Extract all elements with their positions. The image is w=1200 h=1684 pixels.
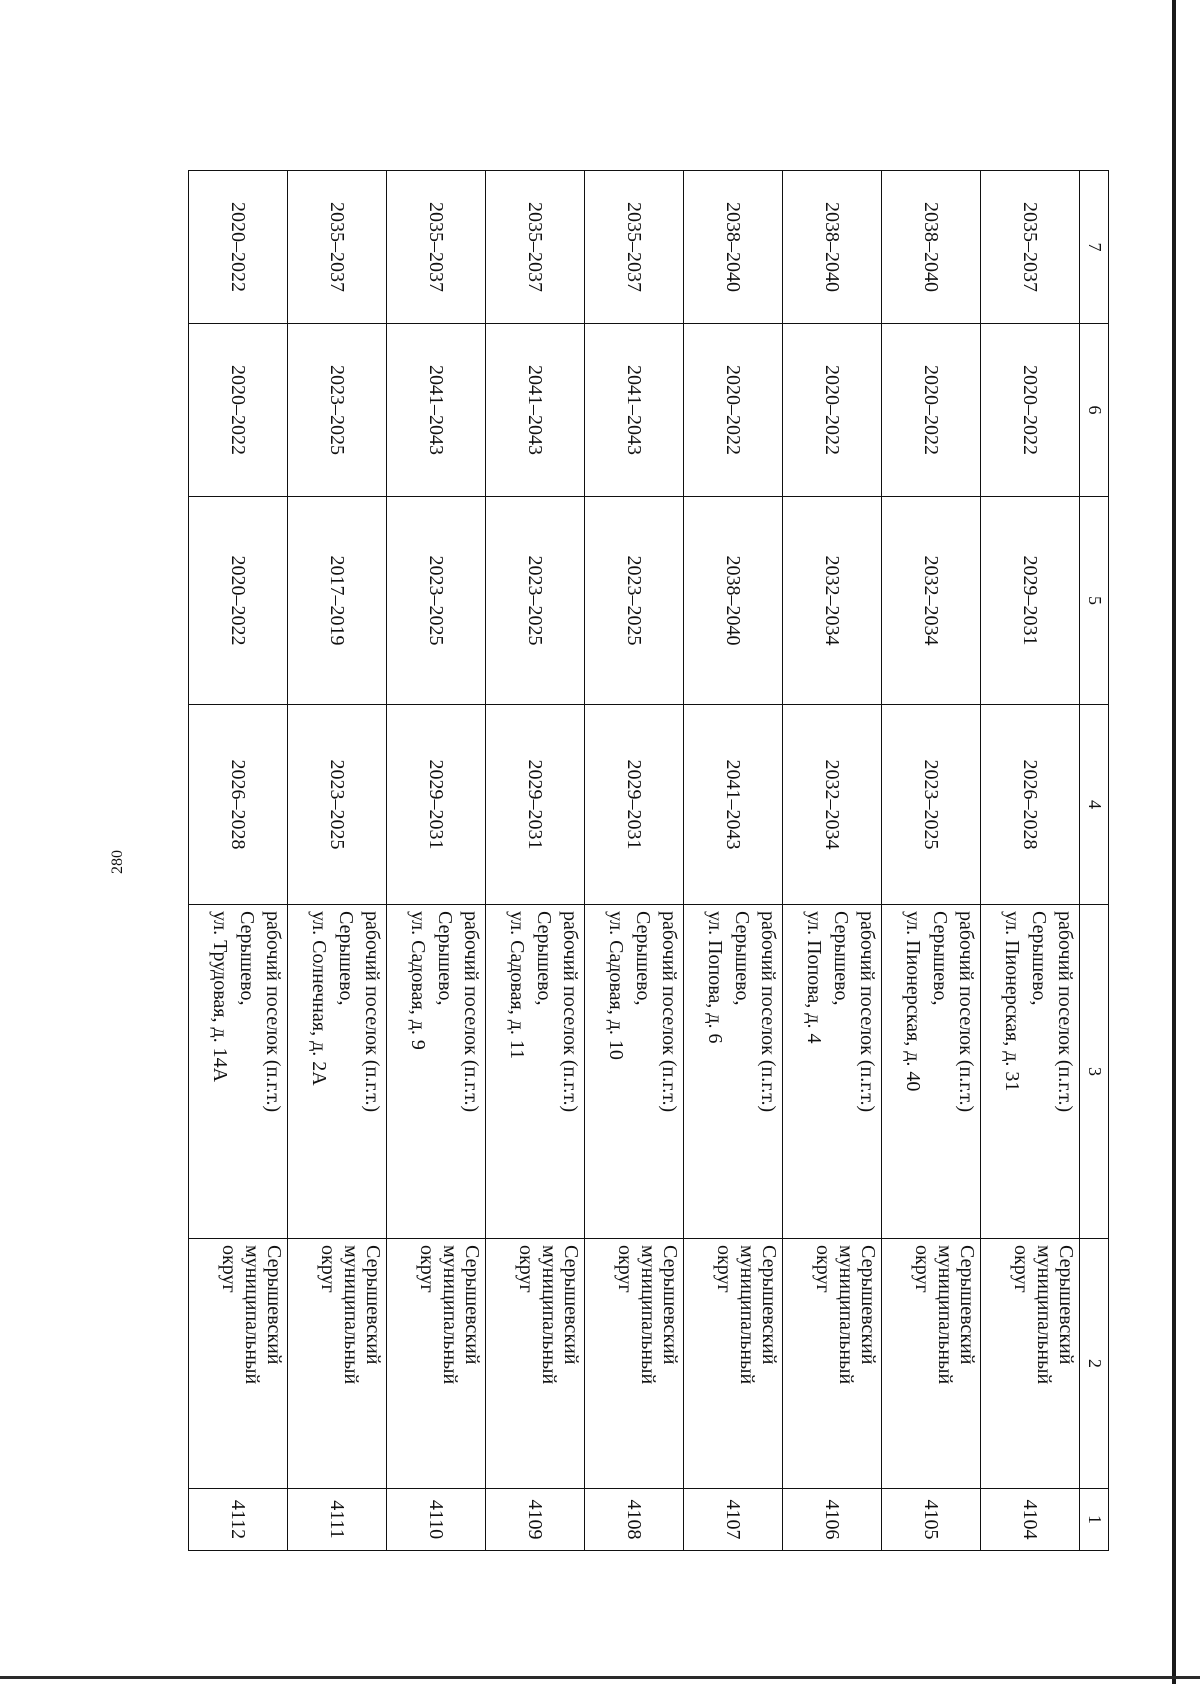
row-number-cell: 4106	[783, 1489, 882, 1551]
scan-border-bottom	[0, 1676, 1200, 1679]
municipality-line: Серышевский	[758, 1245, 780, 1365]
municipality-line: Серышевский	[1055, 1245, 1077, 1365]
row-number-cell: 4108	[585, 1489, 684, 1551]
address-cell	[882, 905, 981, 1239]
municipality-cell	[189, 1239, 288, 1489]
municipality-line: муниципальный	[240, 1245, 263, 1385]
period-5-cell: 2023–2025	[387, 497, 486, 705]
address-line: рабочий поселок (п.г.т.)	[559, 911, 581, 1113]
end-period-cell: 2038–2040	[684, 171, 783, 324]
address-line: рабочий поселок (п.г.т.)	[955, 911, 977, 1113]
municipality-line: муниципальный	[537, 1245, 560, 1385]
table-row	[882, 171, 981, 1551]
table-body	[189, 171, 1080, 1551]
period-4-cell: 2026–2028	[189, 705, 288, 905]
page-number: 280	[109, 850, 126, 874]
period-4-cell: 2032–2034	[783, 705, 882, 905]
period-4-cell: 2023–2025	[288, 705, 387, 905]
table-header	[1080, 171, 1109, 1551]
period-4-cell: 2029–2031	[585, 705, 684, 905]
municipality-line: округ	[614, 1245, 637, 1293]
end-period-cell: 2038–2040	[783, 171, 882, 324]
table-row	[684, 171, 783, 1551]
municipality-line: округ	[218, 1245, 241, 1293]
municipality-cell	[585, 1239, 684, 1489]
address-line: Серышево,	[631, 911, 654, 1006]
municipality-line: муниципальный	[438, 1245, 461, 1385]
table-row	[486, 171, 585, 1551]
table-row	[387, 171, 486, 1551]
municipality-line: округ	[416, 1245, 439, 1293]
period-4-cell: 2041–2043	[684, 705, 783, 905]
period-5-cell: 2032–2034	[882, 497, 981, 705]
end-period-cell: 2035–2037	[486, 171, 585, 324]
municipality-line: Серышевский	[263, 1245, 285, 1365]
municipality-line: округ	[1010, 1245, 1033, 1293]
address-line: ул. Садовая, д. 9	[407, 911, 430, 1050]
municipality-line: муниципальный	[933, 1245, 956, 1385]
period-5-cell: 2032–2034	[783, 497, 882, 705]
address-line: Серышево,	[730, 911, 753, 1006]
municipality-cell	[684, 1239, 783, 1489]
table-row	[288, 171, 387, 1551]
period-6-cell: 2023–2025	[288, 324, 387, 497]
municipality-cell	[288, 1239, 387, 1489]
address-line: ул. Попова, д. 6	[704, 911, 727, 1044]
period-6-cell: 2041–2043	[387, 324, 486, 497]
address-cell	[783, 905, 882, 1239]
header-col-2: 2	[1080, 1239, 1109, 1489]
municipality-line: Серышевский	[461, 1245, 483, 1365]
table-row	[189, 171, 288, 1551]
period-4-cell: 2026–2028	[981, 705, 1080, 905]
address-line: рабочий поселок (п.г.т.)	[757, 911, 779, 1113]
address-cell	[288, 905, 387, 1239]
header-col-4: 4	[1080, 705, 1109, 905]
table-row	[585, 171, 684, 1551]
header-col-7: 7	[1080, 171, 1109, 324]
address-line: Серышево,	[1027, 911, 1050, 1006]
row-number-cell: 4110	[387, 1489, 486, 1551]
row-number-cell: 4112	[189, 1489, 288, 1551]
address-line: рабочий поселок (п.г.т.)	[1054, 911, 1076, 1113]
municipality-line: округ	[515, 1245, 538, 1293]
header-col-6: 6	[1080, 324, 1109, 497]
municipality-line: Серышевский	[659, 1245, 681, 1365]
end-period-cell: 2035–2037	[387, 171, 486, 324]
end-period-cell: 2038–2040	[882, 171, 981, 324]
address-line: ул. Трудовая, д. 14А	[209, 911, 232, 1083]
period-6-cell: 2020–2022	[882, 324, 981, 497]
address-cell	[486, 905, 585, 1239]
municipality-line: округ	[713, 1245, 736, 1293]
municipality-line: муниципальный	[1032, 1245, 1055, 1385]
municipality-line: муниципальный	[735, 1245, 758, 1385]
period-6-cell: 2041–2043	[585, 324, 684, 497]
header-col-3: 3	[1080, 905, 1109, 1239]
municipality-line: Серышевский	[857, 1245, 879, 1365]
address-line: ул. Солнечная, д. 2А	[308, 911, 331, 1086]
scan-border-right	[1172, 0, 1176, 1684]
period-5-cell: 2029–2031	[981, 497, 1080, 705]
address-line: Серышево,	[532, 911, 555, 1006]
period-6-cell: 2041–2043	[486, 324, 585, 497]
municipality-line: округ	[317, 1245, 340, 1293]
address-line: рабочий поселок (п.г.т.)	[856, 911, 878, 1113]
municipality-line: Серышевский	[362, 1245, 384, 1365]
header-row	[1080, 171, 1109, 1551]
address-cell	[585, 905, 684, 1239]
period-5-cell: 2023–2025	[585, 497, 684, 705]
municipality-line: Серышевский	[560, 1245, 582, 1365]
address-line: ул. Садовая, д. 10	[605, 911, 628, 1060]
table-row	[783, 171, 882, 1551]
period-6-cell: 2020–2022	[684, 324, 783, 497]
address-line: Серышево,	[235, 911, 258, 1006]
address-line: ул. Пионерская, д. 31	[1001, 911, 1024, 1092]
row-number-cell: 4109	[486, 1489, 585, 1551]
period-4-cell: 2023–2025	[882, 705, 981, 905]
municipality-cell	[486, 1239, 585, 1489]
municipality-cell	[882, 1239, 981, 1489]
period-4-cell: 2029–2031	[387, 705, 486, 905]
address-line: рабочий поселок (п.г.т.)	[460, 911, 482, 1113]
address-line: ул. Садовая, д. 11	[506, 911, 529, 1060]
municipality-line: муниципальный	[834, 1245, 857, 1385]
address-cell	[387, 905, 486, 1239]
address-line: Серышево,	[334, 911, 357, 1006]
end-period-cell: 2035–2037	[585, 171, 684, 324]
table-row	[981, 171, 1080, 1551]
period-5-cell: 2017–2019	[288, 497, 387, 705]
address-cell	[684, 905, 783, 1239]
municipality-cell	[783, 1239, 882, 1489]
period-5-cell: 2038–2040	[684, 497, 783, 705]
address-line: рабочий поселок (п.г.т.)	[658, 911, 680, 1113]
row-number-cell: 4104	[981, 1489, 1080, 1551]
period-5-cell: 2023–2025	[486, 497, 585, 705]
address-line: Серышево,	[433, 911, 456, 1006]
municipality-line: Серышевский	[956, 1245, 978, 1365]
address-cell	[981, 905, 1080, 1239]
row-number-cell: 4105	[882, 1489, 981, 1551]
row-number-cell: 4111	[288, 1489, 387, 1551]
address-cell	[189, 905, 288, 1239]
period-5-cell: 2020–2022	[189, 497, 288, 705]
header-col-5: 5	[1080, 497, 1109, 705]
address-line: рабочий поселок (п.г.т.)	[361, 911, 383, 1113]
end-period-cell: 2035–2037	[288, 171, 387, 324]
municipality-cell	[981, 1239, 1080, 1489]
period-6-cell: 2020–2022	[783, 324, 882, 497]
rotated-table-container	[209, 170, 1109, 1550]
municipality-line: округ	[812, 1245, 835, 1293]
data-table	[188, 170, 1109, 1551]
header-col-1: 1	[1080, 1489, 1109, 1551]
end-period-cell: 2020–2022	[189, 171, 288, 324]
municipality-cell	[387, 1239, 486, 1489]
address-line: Серышево,	[928, 911, 951, 1006]
end-period-cell: 2035–2037	[981, 171, 1080, 324]
address-line: рабочий поселок (п.г.т.)	[262, 911, 284, 1113]
municipality-line: муниципальный	[636, 1245, 659, 1385]
address-line: ул. Попова, д. 4	[803, 911, 826, 1044]
municipality-line: муниципальный	[339, 1245, 362, 1385]
row-number-cell: 4107	[684, 1489, 783, 1551]
period-4-cell: 2029–2031	[486, 705, 585, 905]
municipality-line: округ	[911, 1245, 934, 1293]
period-6-cell: 2020–2022	[981, 324, 1080, 497]
address-line: ул. Пионерская, д. 40	[902, 911, 925, 1092]
address-line: Серышево,	[829, 911, 852, 1006]
period-6-cell: 2020–2022	[189, 324, 288, 497]
